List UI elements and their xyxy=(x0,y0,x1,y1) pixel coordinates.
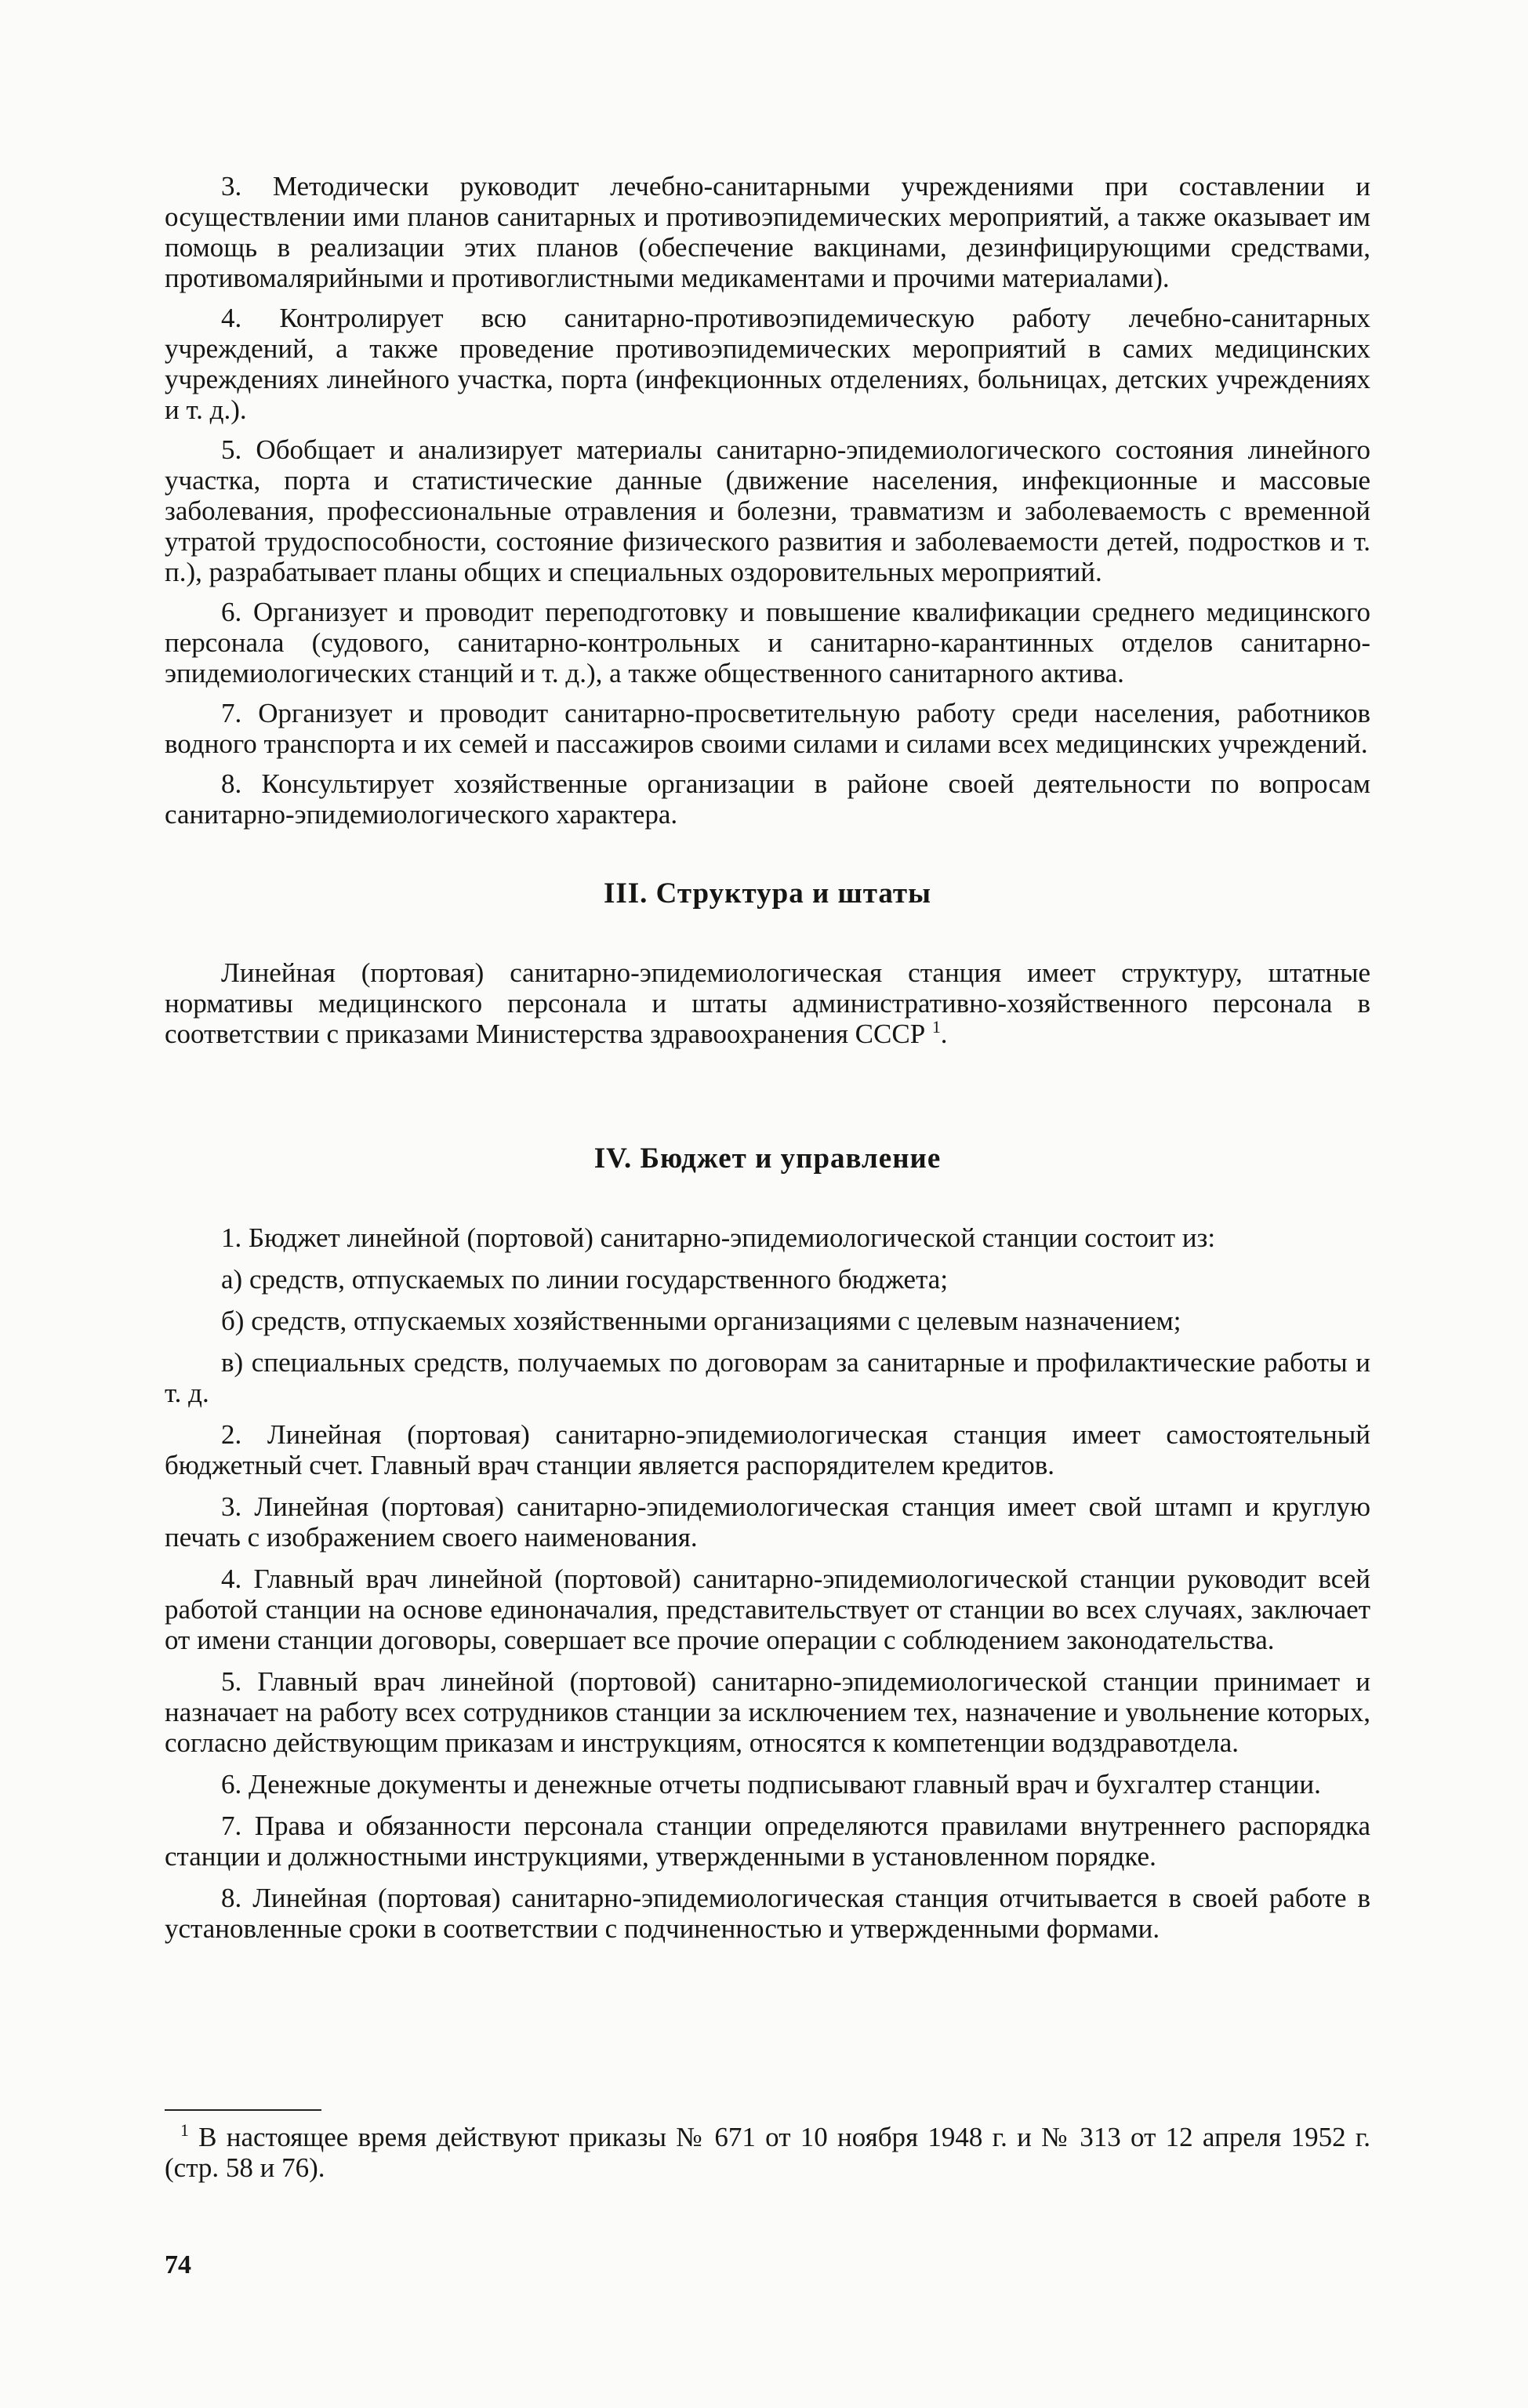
section-4-item-1a: а) средств, отпускаемых по линии государственного бюджета; xyxy=(221,1264,949,1295)
section-4-item-3: 3. Линейная (портовая) санитарно-эпидемиологическая станция имеет свой штамп и круглую печать с изображением своего наименования. xyxy=(165,1491,1370,1553)
section-4-item-2: 2. Линейная (портовая) санитарно-эпидемиологическая станция имеет самостоятельный бюджетный счет. Главный врач станции является распорядителем кредитов. xyxy=(165,1419,1370,1480)
section-4-item-1c: в) специальных средств, получаемых по договорам за санитарные и профилактические работы и т. д. xyxy=(165,1347,1370,1408)
page-number: 74 xyxy=(165,2250,191,2279)
section-4-item-8: 8. Линейная (портовая) санитарно-эпидемиологическая станция отчитывается в своей работе в установленные сроки в соответствии с подчиненностью и утвержденными формами. xyxy=(165,1883,1370,1944)
section-4-item-1b: б) средств, отпускаемых хозяйственными организациями с целевым назначением; xyxy=(221,1306,1181,1336)
section-4-body xyxy=(165,1222,1370,1944)
paragraph-item-7: 7. Организует и проводит санитарно-просветительную работу среди населения, работников водного транспорта и их семей и пассажиров своими силами и силами всех медицинских учреждений. xyxy=(165,698,1370,759)
footnote-mark: 1 xyxy=(180,2120,189,2140)
section-2-continuation xyxy=(165,171,1370,830)
footnote xyxy=(165,2109,1370,2183)
section-4-item-7: 7. Права и обязанности персонала станции определяются правилами внутреннего распорядка станции и должностными инструкциями, утвержденными в установленном порядке. xyxy=(165,1811,1370,1872)
paragraph-item-4: 4. Контролирует всю санитарно-противоэпидемическую работу лечебно-санитарных учреждений, а также проведение противоэпидемических мероприятий в самих медицинских учреждениях линейного участка, порта (инфекционных отделениях, больницах, детских учреждениях и т. д.). xyxy=(165,303,1370,425)
section-3-text: Линейная (портовая) санитарно-эпидемиологическая станция имеет структуру, штатные нормативы медицинского персонала и штаты административно-хозяйственного персонала в соответствии с приказами Министерства здравоохранения СССР xyxy=(165,957,1370,1049)
section-3-heading: III. Структура и штаты xyxy=(603,877,931,910)
section-4-heading: IV. Бюджет и управление xyxy=(593,1142,942,1175)
section-4-item-5: 5. Главный врач линейной (портовой) санитарно-эпидемиологической станции принимает и назначает на работу всех сотрудников станции за исключением тех, назначение и увольнение которых, согласно действующим приказам и инструкциям, относятся к компетенции водздравотдела. xyxy=(165,1666,1370,1758)
page-body xyxy=(165,171,1370,1955)
footnote-divider xyxy=(165,2109,321,2111)
footnote-paragraph xyxy=(165,2122,1370,2183)
section-4-item-1: 1. Бюджет линейной (портовой) санитарно-эпидемиологической станции состоит из: xyxy=(221,1222,1216,1253)
paragraph-item-3: 3. Методически руководит лечебно-санитарными учреждениями при составлении и осуществлении ими планов санитарных и противоэпидемических мероприятий, а также оказывает им помощь в реализации этих планов (обеспечение вакцинами, дезинфицирующими средствами, противомалярийными и противоглистными медикаментами и прочими материалами). xyxy=(165,171,1370,293)
paragraph-item-6: 6. Организует и проводит переподготовку и повышение квалификации среднего медицинского персонала (судового, санитарно-контрольных и санитарно-карантинных отделов санитарно-эпидемиологических станций и т. д.), а также общественного санитарного актива. xyxy=(165,597,1370,688)
section-3-paragraph xyxy=(165,957,1370,1049)
paragraph-item-8: 8. Консультирует хозяйственные организации в районе своей деятельности по вопросам санитарно-эпидемиологического характера. xyxy=(165,768,1370,830)
section-4-item-6: 6. Денежные документы и денежные отчеты подписывают главный врач и бухгалтер станции. xyxy=(221,1769,1321,1800)
paragraph-item-5: 5. Обобщает и анализирует материалы санитарно-эпидемиологического состояния линейного участка, порта и статистические данные (движение населения, инфекционные и массовые заболевания, профессиональные отравления и болезни, травматизм и заболеваемость с временной утратой трудоспособности, состояние физического развития и заболеваемости детей, подростков и т. п.), разрабатывает планы общих и специальных оздоровительных мероприятий. xyxy=(165,434,1370,587)
section-4-item-4: 4. Главный врач линейной (портовой) санитарно-эпидемиологической станции руководит всей работой станции на основе единоначалия, представительствует от станции во всех случаях, заключает от имени станции договоры, совершает все прочие операции с соблюдением законодательства. xyxy=(165,1564,1370,1655)
footnote-reference: 1 xyxy=(931,1017,941,1037)
section-3-text-end: . xyxy=(940,1019,948,1049)
footnote-text: В настоящее время действуют приказы № 671 от 10 ноября 1948 г. и № 313 от 12 апреля 1952 г. (стр. 58 и 76). xyxy=(165,2122,1370,2183)
